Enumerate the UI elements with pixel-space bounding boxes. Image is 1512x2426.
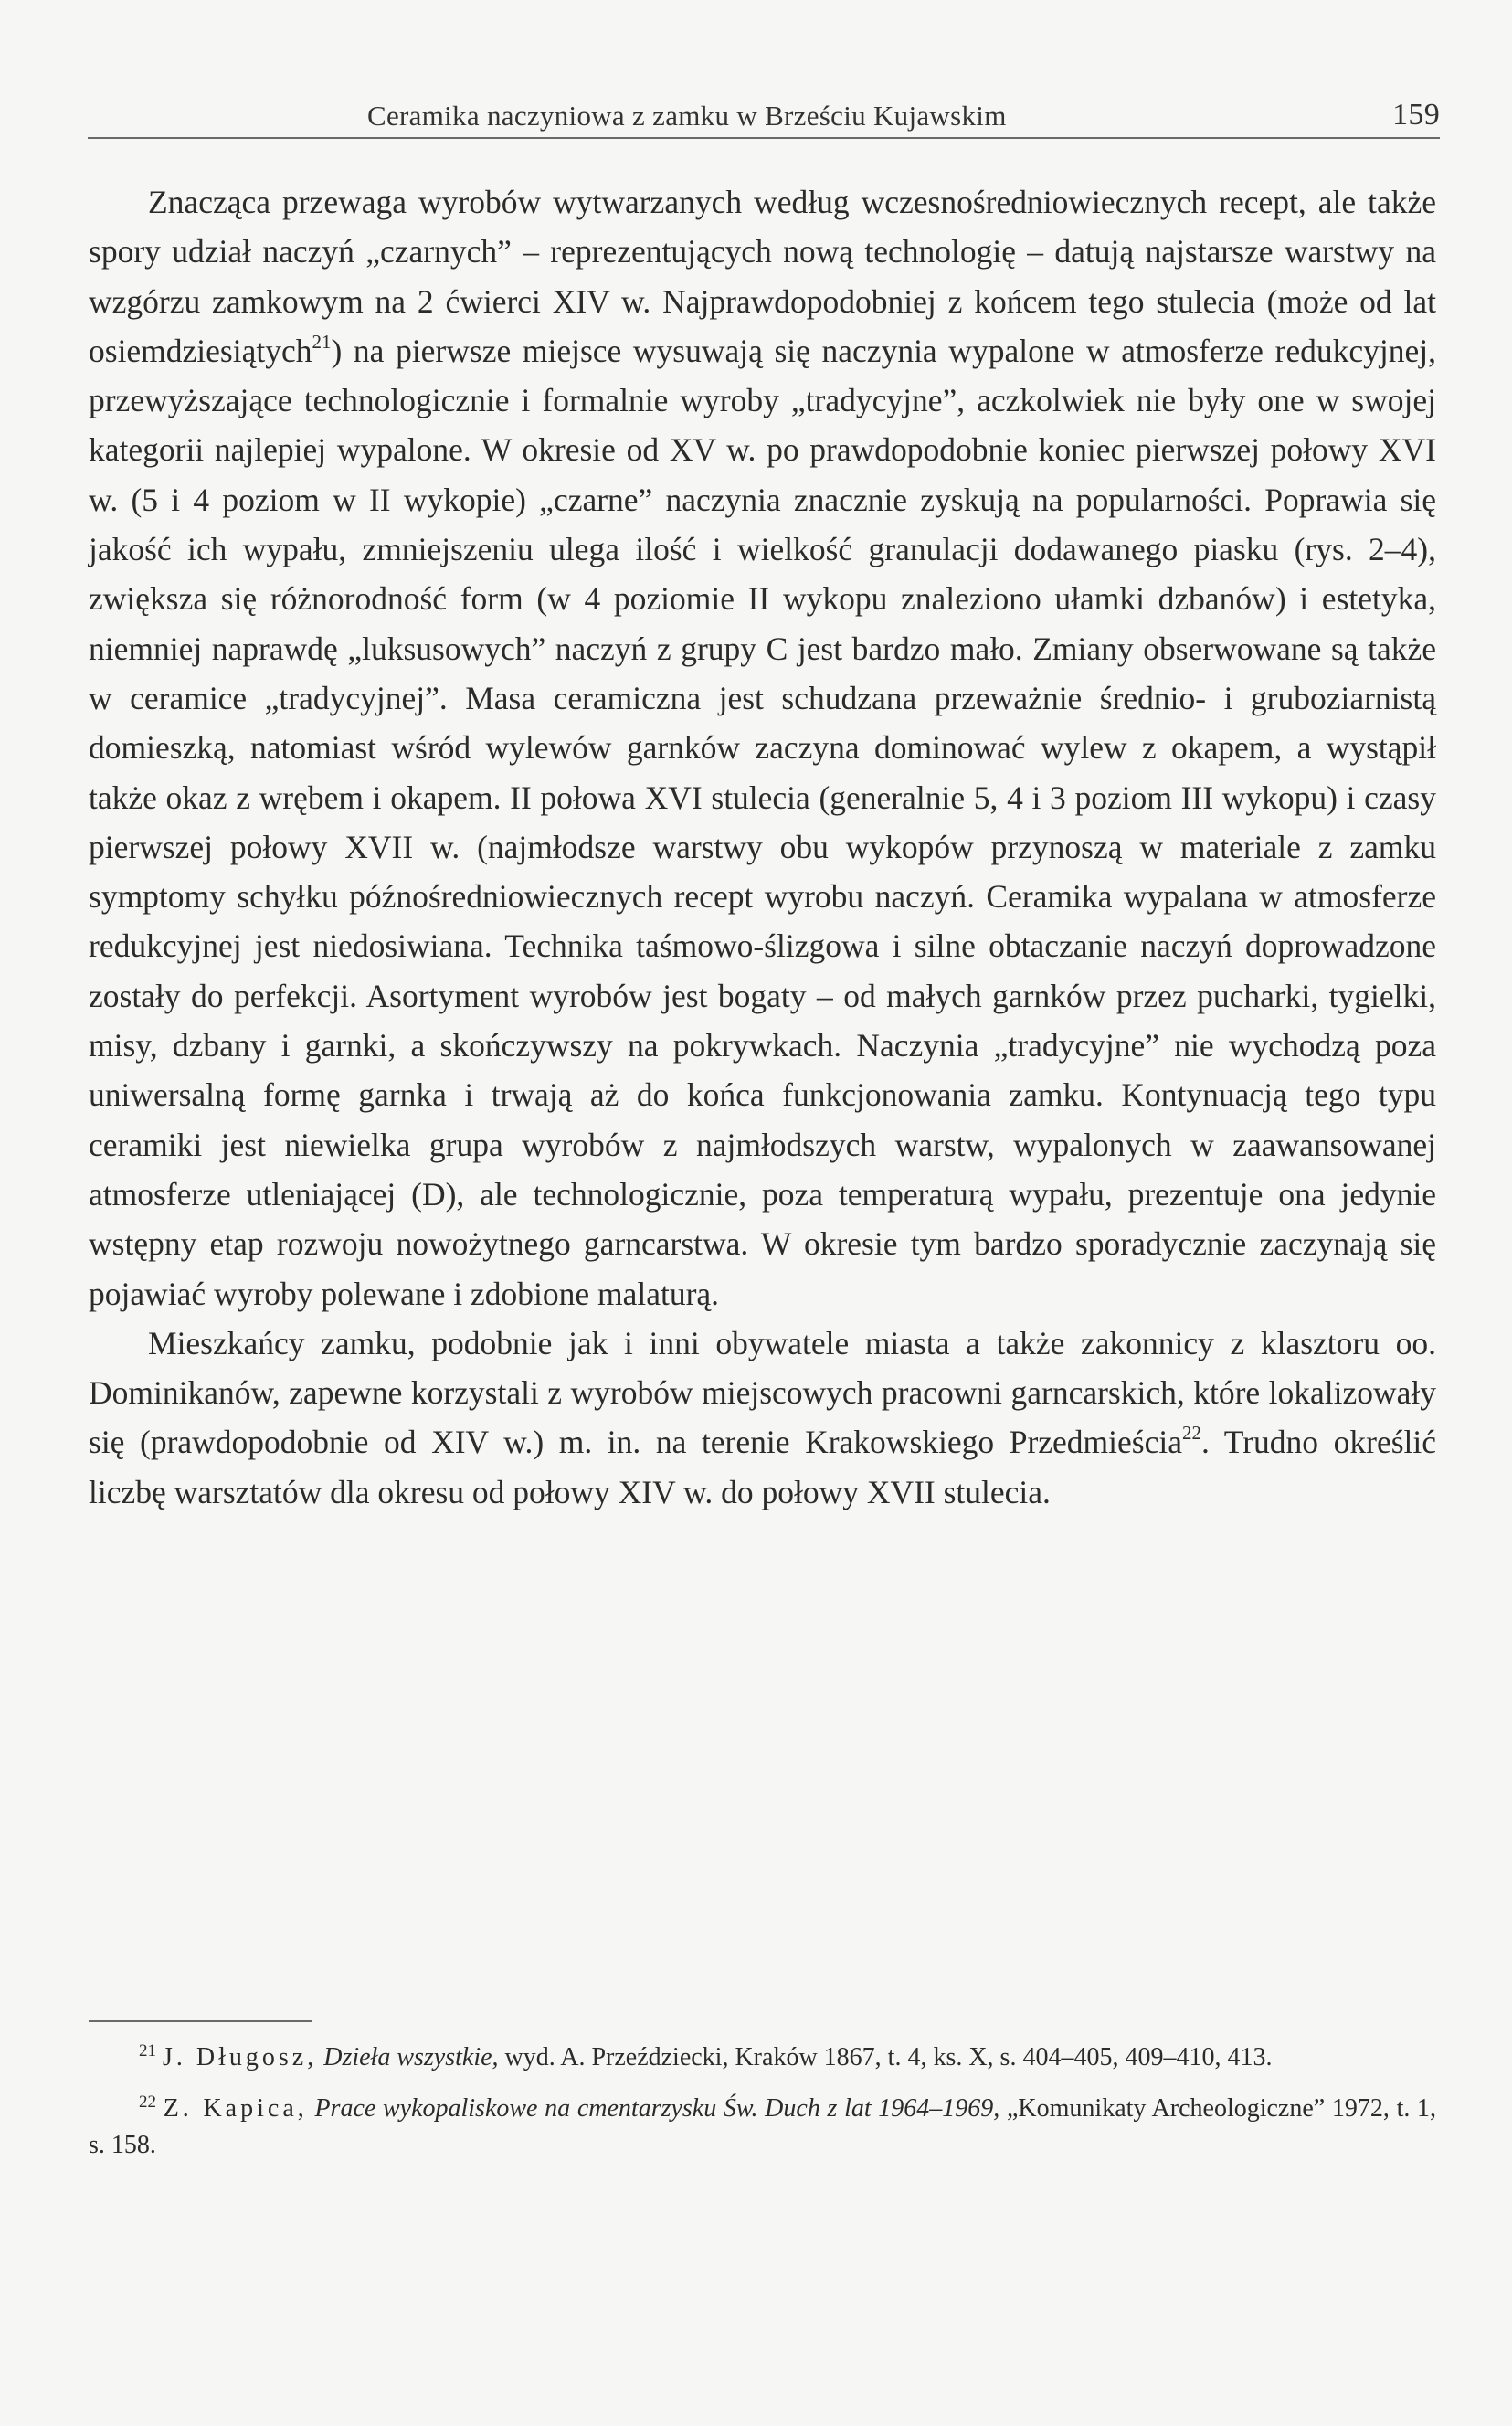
- paragraph-text: Znacząca przewaga wyrobów wytwarzanych według wczesnośredniowiecznych recept, ale także spory udział naczyń „czarnych” – reprezentujących nową technologię – datują najstarsze warstwy na wzgórzu zamkowym na 2 ćwierci XIV w. Najprawdopodobniej z końcem tego stulecia (może od lat osiemdziesiątych: [89, 184, 1436, 369]
- header-rule: [88, 137, 1440, 139]
- paragraph-text: ) na pierwsze miejsce wysuwają się naczynia wypalone w atmosferze redukcyjnej, przewyższające technologicznie i formalnie wyroby „tradycyjne”, aczkolwiek nie były one w swojej kategorii najlepiej wypalone. W okresie od XV w. po prawdopodobnie koniec pierwszej połowy XVI w. (5 i 4 poziom w II wykopie) „czarne” naczynia znacznie zyskują na popularności. Poprawia się jakość ich wypału, zmniejszeniu ulega ilość i wielkość granulacji dodawanego piasku (rys. 2–4), zwiększa się różnorodność form (w 4 poziomie II wykopu znaleziono ułamki dzbanów) i estetyka, niemniej naprawdę „luksusowych” naczyń z grupy C jest bardzo mało. Zmiany obserwowane są także w ceramice „tradycyjnej”. Masa ceramiczna jest schudzana przeważnie średnio- i gruboziarnistą domieszką, natomiast wśród wylewów garnków zaczyna dominować wylew z okapem, a wystąpił także okaz z wrębem i okapem. II połowa XVI stulecia (generalnie 5, 4 i 3 poziom III wykopu) i czasy pierwszej połowy XVII w. (najmłodsze warstwy obu wykopów przynoszą w materiale z zamku symptomy schyłku późnośredniowiecznych recept wyrobu naczyń. Ceramika wypalana w atmosferze redukcyjnej jest niedosiwiana. Technika taśmowo-ślizgowa i silne obtaczanie naczyń doprowadzone zostały do perfekcji. Asortyment wyrobów jest bogaty – od małych garnków przez pucharki, tygielki, misy, dzbany i garnki, a skończywszy na pokrywkach. Naczynia „tradycyjne” nie wychodzą poza uniwersalną formę garnka i trwają aż do końca funkcjonowania zamku. Kontynuacją tego typu ceramiki jest niewielka grupa wyrobów z najmłodszych warstw, wypalonych w zaawansowanej atmosferze utleniającej (D), ale technologicznie, poza temperaturą wypału, prezentuje ona jedynie wstępny etap rozwoju nowożytnego garncarstwa. W okresie tym bardzo sporadycznie zaczynają się pojawiać wyroby polewane i zdobione malaturą.: [89, 332, 1436, 1312]
- footnote-details: „Komunikaty Archeologiczne” 1972, t. 1, s. 158.: [89, 2094, 1437, 2159]
- footnote-number: 21: [139, 2041, 156, 2061]
- paragraph-text: Mieszkańcy zamku, podobnie jak i inni obywatele miasta a także zakonnicy z klasztoru oo. Dominikanów, zapewne korzystali z wyrobów miejscowych pracowni garncarskich, które lokalizowały się (prawdopodobnie od XIV w.) m. in. na terenie Krakowskiego Przedmieścia: [89, 1324, 1436, 1461]
- paragraph-text: . Trudno określić liczbę warsztatów dla okresu od połowy XIV w. do połowy XVII stulecia.: [89, 1424, 1436, 1510]
- footnote-rule: [89, 2020, 312, 2022]
- running-title: Ceramika naczyniowa z zamku w Brześciu Kujawskim: [367, 100, 1007, 132]
- footnote-title: Dzieła wszystkie,: [323, 2043, 499, 2071]
- running-header: [88, 94, 1440, 140]
- footnote-author: J. Długosz,: [163, 2043, 318, 2071]
- footnote-author: Z. Kapica,: [163, 2094, 308, 2123]
- page-number: 159: [1392, 98, 1440, 132]
- footnote-ref: 22: [1181, 1422, 1201, 1445]
- footnote: [89, 2039, 1436, 2076]
- footnote-number: 22: [139, 2092, 156, 2112]
- footnotes: [89, 2039, 1436, 2178]
- footnote: [89, 2091, 1436, 2164]
- footnote-ref: 21: [312, 330, 332, 353]
- footnote-details: wyd. A. Przeździecki, Kraków 1867, t. 4, ks. X, s. 404–405, 409–410, 413.: [504, 2043, 1273, 2071]
- paragraph: [89, 1319, 1436, 1517]
- paragraph: [89, 177, 1436, 1319]
- body-text: [89, 177, 1436, 1517]
- footnote-title: Prace wykopaliskowe na cmentarzysku Św. Duch z lat 1964–1969,: [314, 2094, 1000, 2123]
